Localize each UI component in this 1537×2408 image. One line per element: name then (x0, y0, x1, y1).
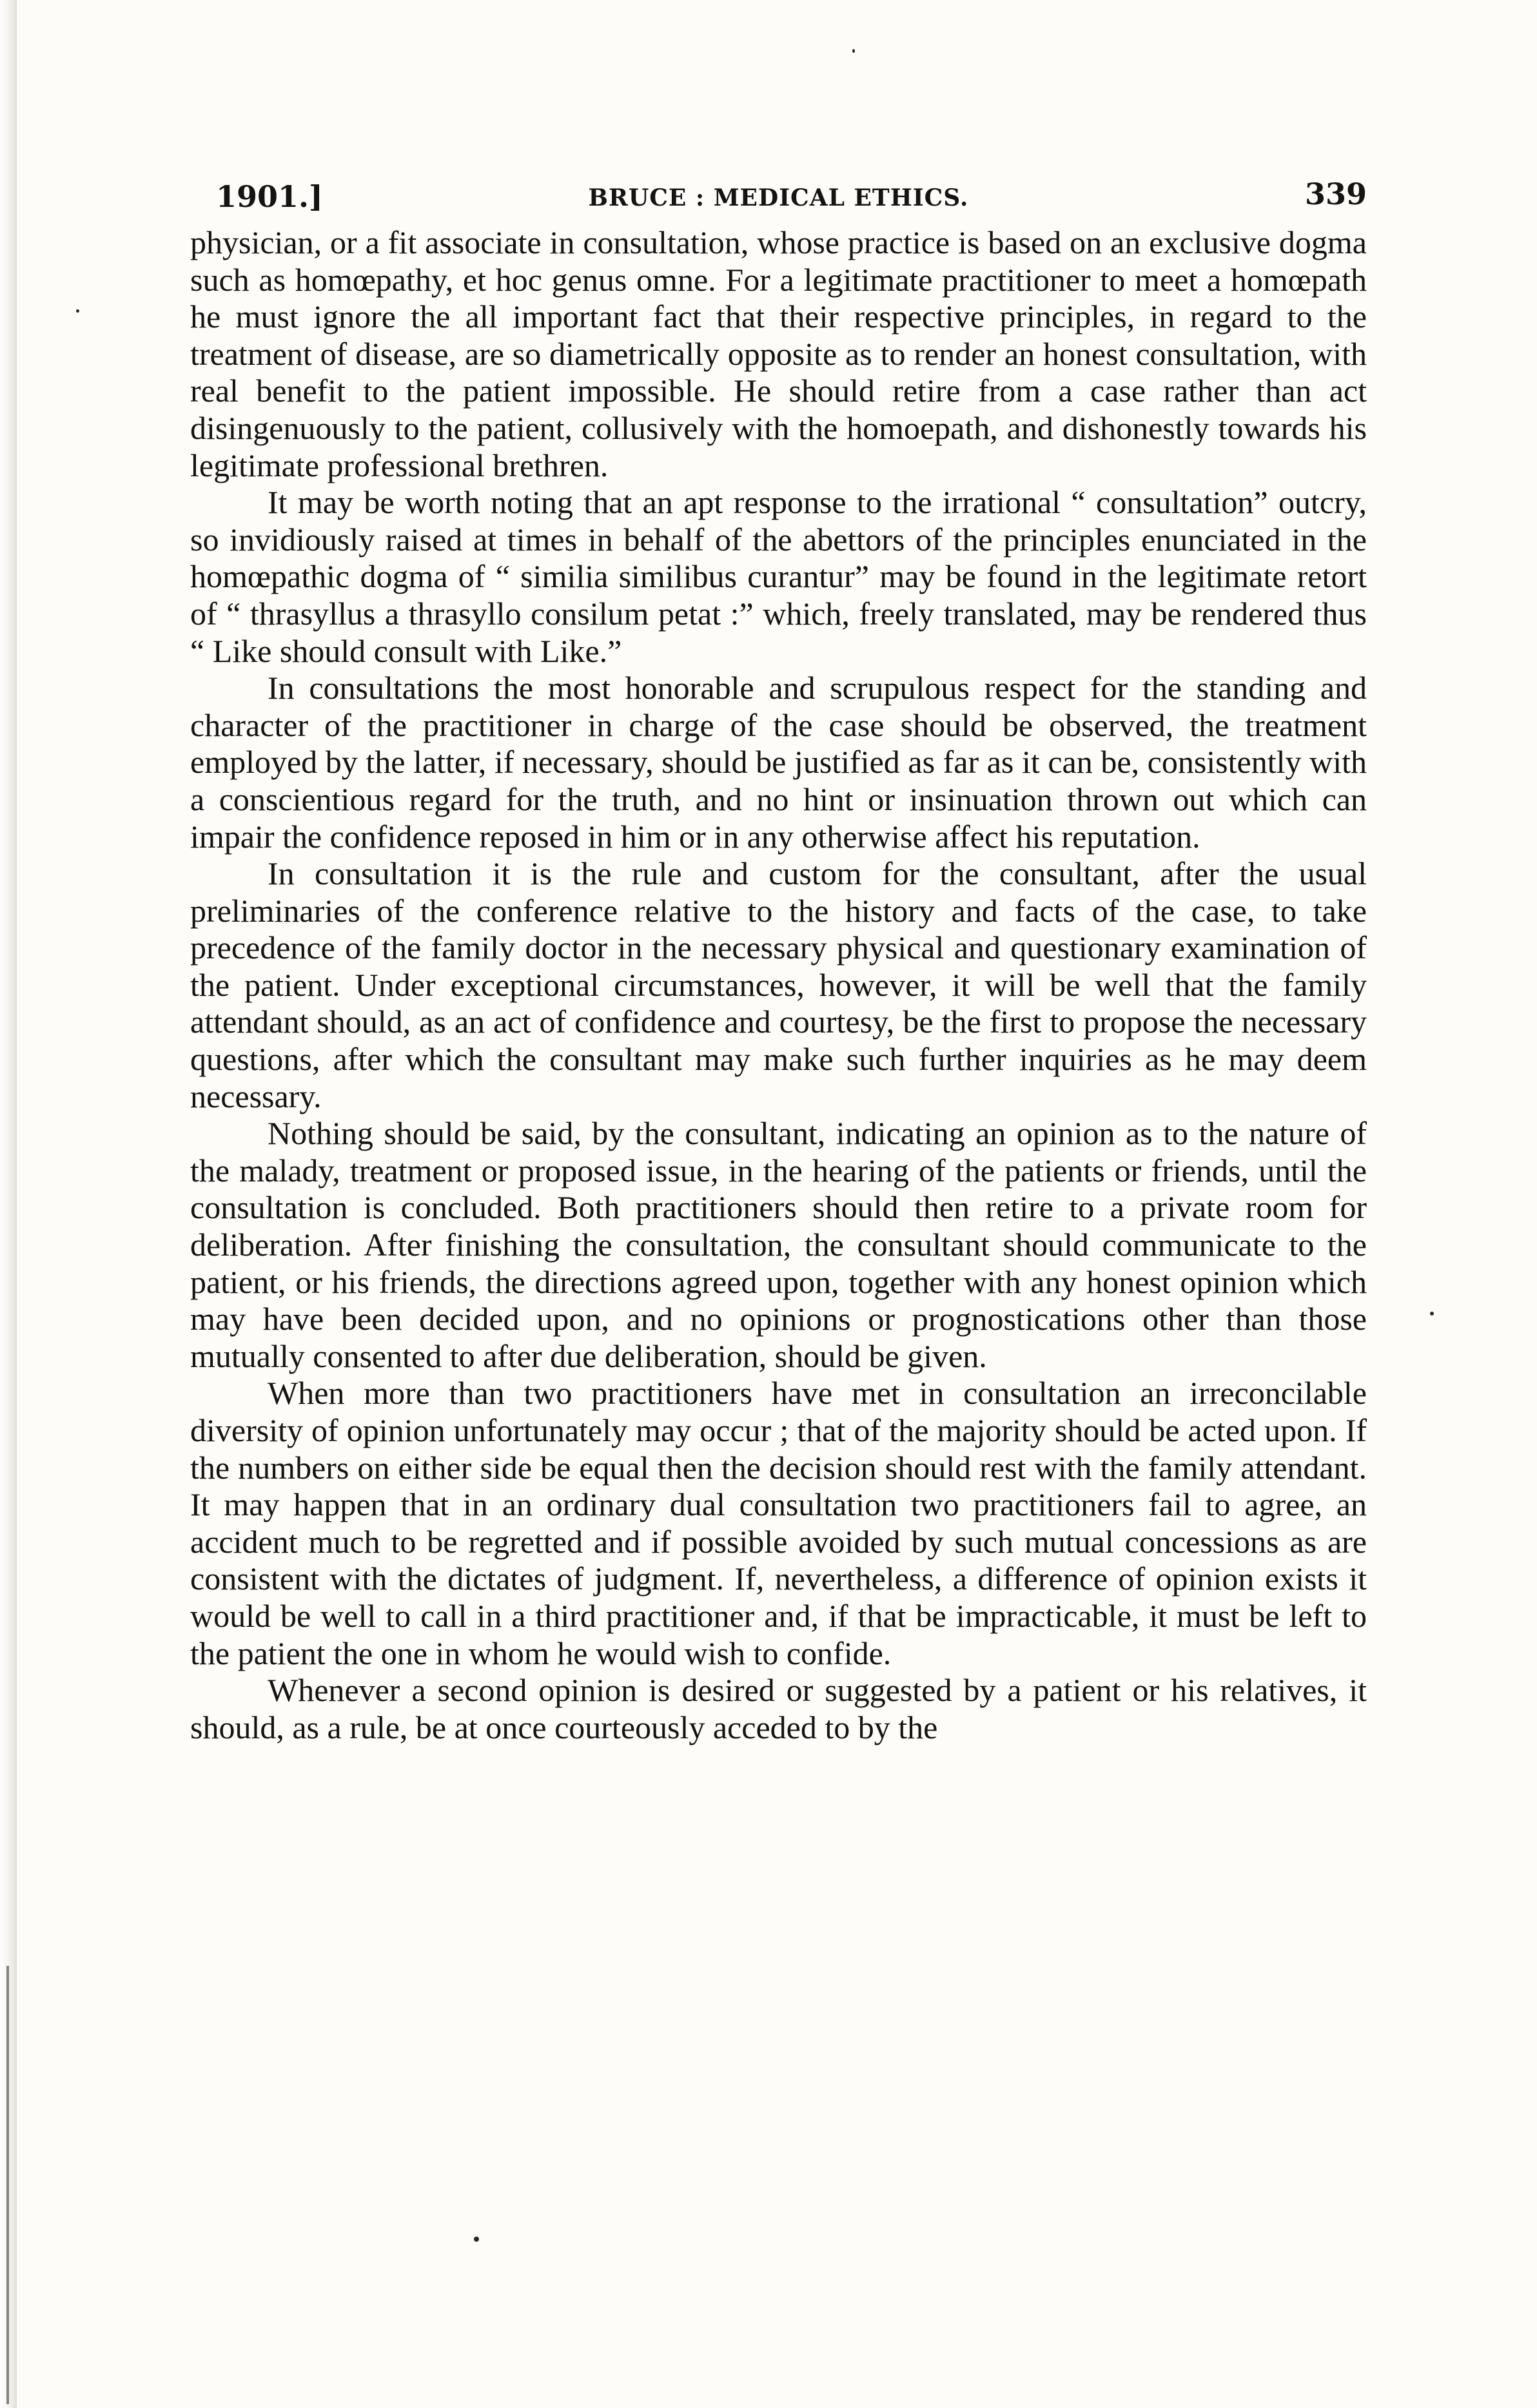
paragraph: It may be worth noting that an apt response to the irrational “ consultation” outcry, so invidiously raised at times in behalf of the abettors of the principles enunciated in the homœpathic dogma of “ similia similibus curantur” may be found in the legitimate retort of “ thrasyllus a thrasyllo consilum petat :” which, freely translated, may be rendered thus “ Like should consult with Like.” (190, 484, 1367, 669)
paragraph-continued: physician, or a fit associate in consultation, whose practice is based on an exclusive dogma such as homœpathy, et hoc genus omne. For a legitimate practitioner to meet a homœpath he must ignore the all important fact that their respective principles, in regard to the treatment of disease, are so diametrically opposite as to render an honest consultation, with real benefit to the patient impossible. He should retire from a case rather than act disingenuously to the patient, collusively with the homoepath, and dishonestly towards his legitimate professional brethren. (190, 224, 1367, 483)
paragraph: When more than two practitioners have met in consultation an irreconcilable diversity of opinion unfortunately may occur ; that of the majority should be acted upon. If the numbers on either side be equal then the decision should rest with the family attendant. It may happen that in an ordinary dual consultation two practitioners fail to agree, an accident much to be regretted and if possible avoided by such mutual concessions as are consistent with the dictates of judgment. If, nevertheless, a difference of opinion exists it would be well to call in a third practitioner and, if that be impracticable, it must be left to the patient the one in whom he would wish to confide. (190, 1375, 1367, 1671)
header-year: 1901.] (216, 179, 323, 214)
scan-edge-line (6, 1966, 9, 2404)
scan-speck (1430, 1312, 1434, 1316)
header-title: BRUCE : MEDICAL ETHICS. (588, 184, 969, 211)
scan-speck (76, 309, 79, 313)
paragraph: In consultations the most honorable and scrupulous respect for the standing and character of the practitioner in charge of the case should be observed, the treatment employed by the latter, if necessary, should be justified as far as it can be, consistently with a conscientious regard for the truth, and no hint or insinuation thrown out which can impair the confidence reposed in him or in any otherwise affect his reputation. (190, 670, 1367, 855)
document-page (190, 168, 1367, 1746)
scan-speck (474, 2237, 479, 2242)
body-text (190, 224, 1367, 1746)
page-number: 339 (1304, 177, 1367, 211)
running-header (190, 168, 1367, 219)
paragraph: In consultation it is the rule and custom for the consultant, after the usual preliminaries of the conference relative to the history and facts of the case, to take precedence of the family doctor in the necessary physical and questionary examination of the patient. Under exceptional circumstances, however, it will be well that the family attendant should, as an act of confidence and courtesy, be the first to propose the necessary questions, after which the consultant may make such further inquiries as he may deem necessary. (190, 855, 1367, 1114)
paragraph: Whenever a second opinion is desired or suggested by a patient or his relatives, it should, as a rule, be at once courteously acceded to by the (190, 1672, 1367, 1745)
paragraph: Nothing should be said, by the consultant, indicating an opinion as to the nature of the malady, treatment or proposed issue, in the hearing of the patients or friends, until the consultation is concluded. Both practitioners should then retire to a private room for deliberation. After finishing the consultation, the consultant should communicate to the patient, or his friends, the directions agreed upon, together with any honest opinion which may have been decided upon, and no opinions or prognostications other than those mutually consented to after due deliberation, should be given. (190, 1115, 1367, 1374)
scan-speck (852, 49, 855, 53)
